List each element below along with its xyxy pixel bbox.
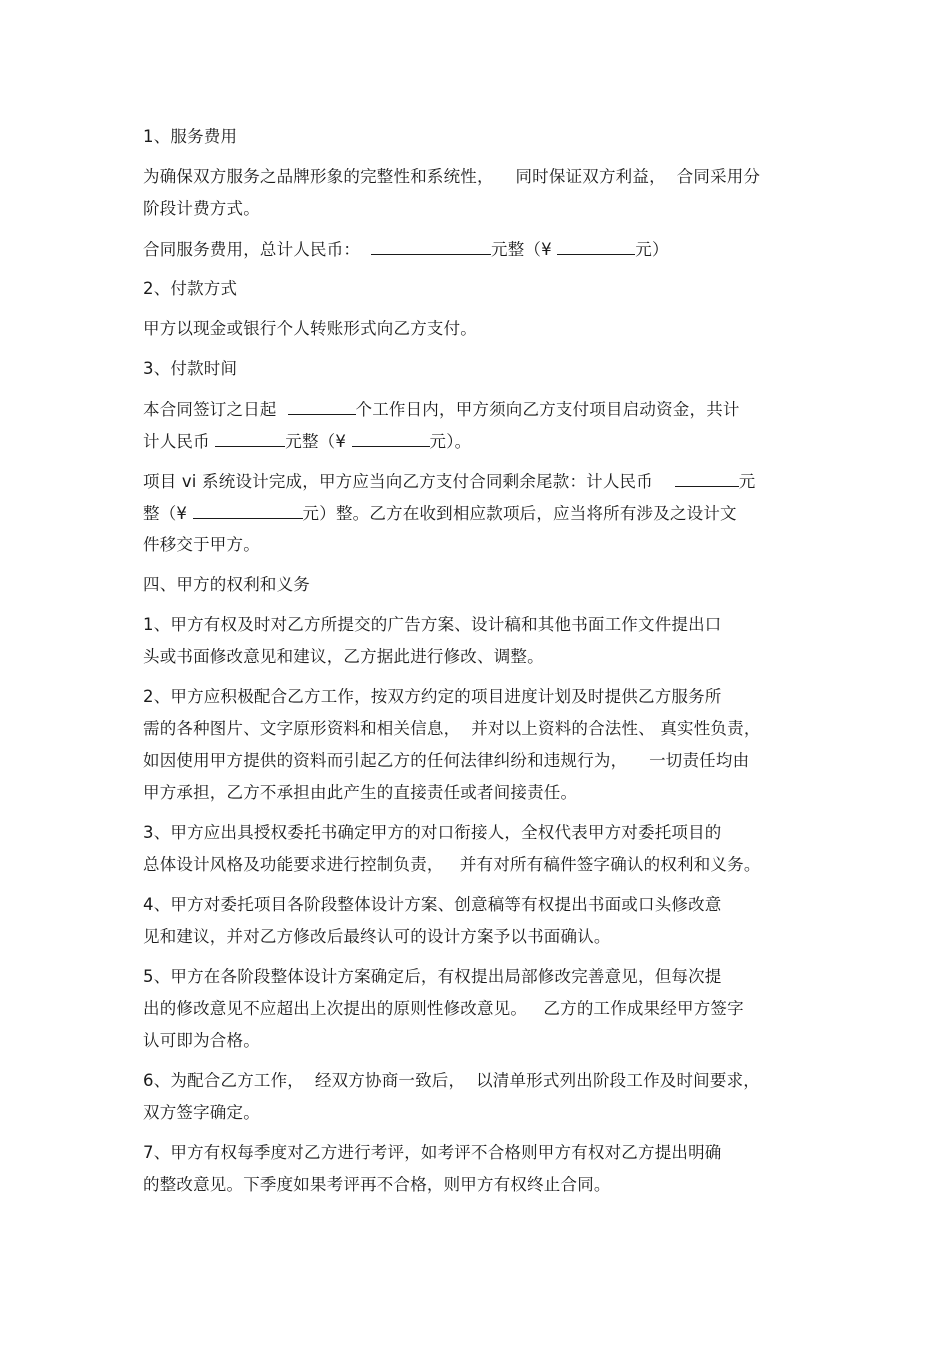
fee-total-line bbox=[143, 238, 669, 261]
paragraph-line: 5、甲方在各阶段整体设计方案确定后，有权提出局部修改完善意见，但每次提 bbox=[143, 967, 722, 986]
paragraph-line: 为确保双方服务之品牌形象的完整性和系统性， 同时保证双方利益， 合同采用分 bbox=[143, 167, 761, 186]
paragraph-line: 需的各种图片、文字原形资料和相关信息， 并对以上资料的合法性、 真实性负责， bbox=[143, 719, 761, 738]
paragraph-line: 1、甲方有权及时对乙方所提交的广告方案、设计稿和其他书面工作文件提出口 bbox=[143, 615, 722, 634]
paragraph-line: 头或书面修改意见和建议，乙方据此进行修改、调整。 bbox=[143, 647, 544, 666]
start-amount-blank bbox=[215, 430, 285, 447]
paragraph-line: 3、甲方应出具授权委托书确定甲方的对口衔接人，全权代表甲方对委托项目的 bbox=[143, 823, 722, 842]
paragraph-line: 如因使用甲方提供的资料而引起乙方的任何法律纠纷和违规行为， 一切责任均由 bbox=[143, 751, 750, 770]
final-payment-yen-line bbox=[143, 502, 737, 525]
paragraph-line: 甲方承担，乙方不承担由此产生的直接责任或者间接责任。 bbox=[143, 783, 578, 802]
final-payment-line bbox=[143, 470, 755, 493]
final-yen-prefix: 整（¥ bbox=[143, 504, 193, 523]
paragraph-line: 4、甲方对委托项目各阶段整体设计方案、创意稿等有权提出书面或口头修改意 bbox=[143, 895, 722, 914]
final-amount-blank bbox=[675, 470, 739, 487]
fee-total-mid: 元整（¥ bbox=[491, 240, 558, 259]
paragraph-line: 6、为配合乙方工作， 经双方协商一致后， 以清单形式列出阶段工作及时间要求， bbox=[143, 1071, 760, 1090]
paragraph-line: 2、甲方应积极配合乙方工作，按双方约定的项目进度计划及时提供乙方服务所 bbox=[143, 687, 722, 706]
payment-time-line bbox=[143, 398, 740, 421]
fee-total-suffix: 元） bbox=[635, 240, 669, 259]
paragraph-line: 7、甲方有权每季度对乙方进行考评，如考评不合格则甲方有权对乙方提出明确 bbox=[143, 1143, 722, 1162]
payment-start-amount-line bbox=[143, 430, 471, 453]
fee-yen-blank bbox=[557, 238, 635, 255]
payment-days-prefix: 本合同签订之日起 bbox=[143, 400, 288, 419]
start-amount-suffix: 元）。 bbox=[429, 432, 472, 451]
final-payment-suffix: 元 bbox=[738, 472, 756, 491]
section-heading-rights: 四、甲方的权利和义务 bbox=[143, 575, 310, 594]
paragraph-line: 件移交于甲方。 bbox=[143, 535, 260, 554]
start-yen-blank bbox=[352, 430, 430, 447]
paragraph-line: 见和建议，并对乙方修改后最终认可的设计方案予以书面确认。 bbox=[143, 927, 611, 946]
final-yen-blank bbox=[193, 502, 303, 519]
paragraph-line: 出的修改意见不应超出上次提出的原则性修改意见。 乙方的工作成果经甲方签字 bbox=[143, 999, 744, 1018]
section-heading-payment-time: 3、付款时间 bbox=[143, 359, 238, 378]
fee-total-prefix: 合同服务费用，总计人民币： bbox=[143, 240, 371, 259]
paragraph-line: 阶段计费方式。 bbox=[143, 199, 260, 218]
paragraph-line: 甲方以现金或银行个人转账形式向乙方支付。 bbox=[143, 319, 477, 338]
paragraph-line: 总体设计风格及功能要求进行控制负责， 并有对所有稿件签字确认的权利和义务。 bbox=[143, 855, 761, 874]
final-payment-prefix: 项目 vi 系统设计完成，甲方应当向乙方支付合同剩余尾款：计人民币 bbox=[143, 472, 675, 491]
payment-days-suffix: 个工作日内，甲方须向乙方支付项目启动资金，共计 bbox=[355, 400, 740, 419]
paragraph-line: 双方签字确定。 bbox=[143, 1103, 260, 1122]
start-amount-mid: 元整（¥ bbox=[285, 432, 352, 451]
section-heading-payment-method: 2、付款方式 bbox=[143, 279, 238, 298]
start-amount-prefix: 计人民币 bbox=[143, 432, 216, 451]
paragraph-line: 的整改意见。下季度如果考评再不合格，则甲方有权终止合同。 bbox=[143, 1175, 611, 1194]
workdays-blank bbox=[288, 398, 356, 415]
section-heading-service-fee: 1、服务费用 bbox=[143, 127, 238, 146]
fee-amount-blank bbox=[371, 238, 491, 255]
final-yen-suffix: 元）整。乙方在收到相应款项后，应当将所有涉及之设计文 bbox=[302, 504, 737, 523]
paragraph-line: 认可即为合格。 bbox=[143, 1031, 260, 1050]
